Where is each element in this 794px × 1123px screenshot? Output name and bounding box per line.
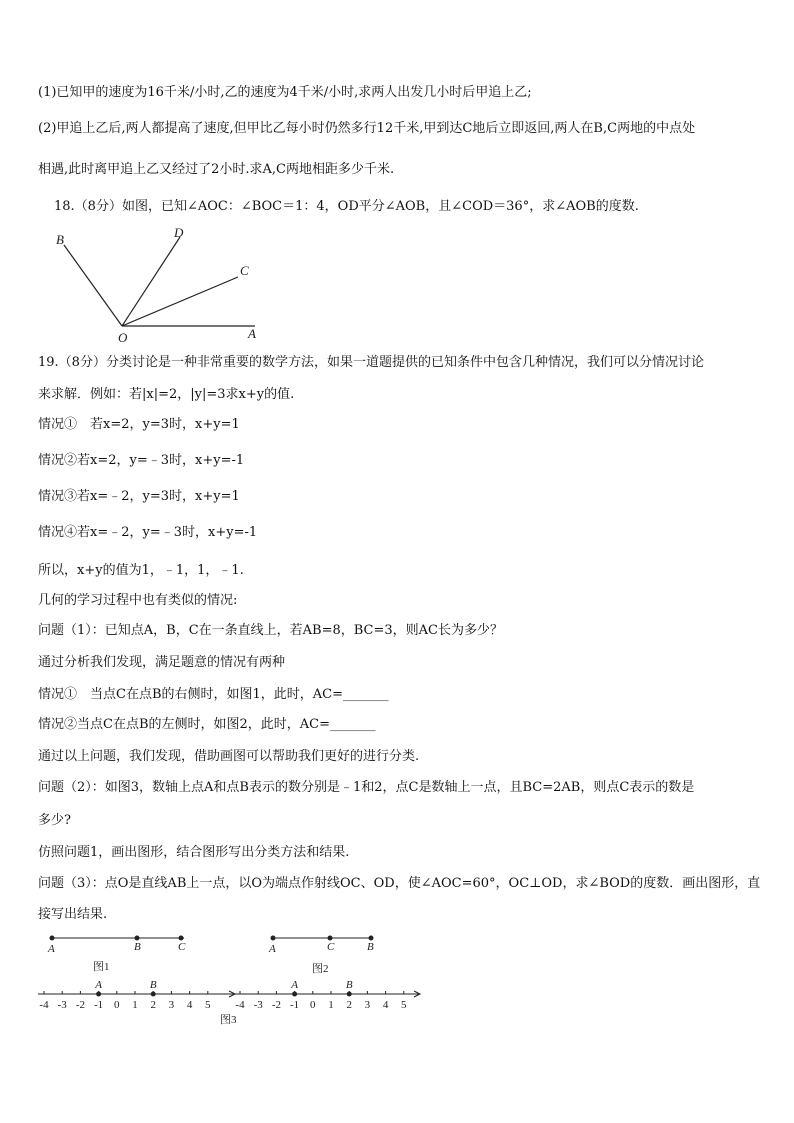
conclusion: 所以，x+y的值为1，﹣1，1，﹣1. bbox=[38, 563, 244, 578]
fig1-point-C: C bbox=[178, 941, 186, 953]
tick-label: 5 bbox=[205, 999, 211, 1011]
tick-label: 4 bbox=[186, 999, 193, 1011]
case-2: 情况②若x=2，y=﹣3时，x+y=-1 bbox=[38, 453, 245, 468]
question-1-case-2: 情况②当点C在点B的左侧时，如图2，此时，AC=_______ bbox=[38, 717, 376, 732]
tick-label: 2 bbox=[150, 999, 156, 1011]
problem-17-part2: (2)甲追上乙后,两人都提高了速度,但甲比乙每小时仍然多行12千米,甲到达C地后立即返回,两人在B,C两地的中点处 bbox=[38, 121, 696, 136]
tick-label: 2 bbox=[346, 999, 352, 1011]
case-3: 情况③若x=﹣2，y=3时，x+y=1 bbox=[38, 489, 240, 504]
marked-point bbox=[96, 992, 101, 997]
label-D: D bbox=[174, 225, 184, 240]
tick-label: -4 bbox=[235, 999, 245, 1011]
label-O: O bbox=[118, 330, 128, 345]
tick-label: -2 bbox=[75, 999, 85, 1011]
label-B: B bbox=[56, 232, 64, 247]
question-1: 问题（1）：已知点A，B，C在一条直线上，若AB=8，BC=3，则AC长为多少？ bbox=[38, 623, 504, 638]
question-1-summary: 通过以上问题，我们发现，借助画图可以帮助我们更好的进行分类. bbox=[38, 749, 420, 764]
fig2-point-B: B bbox=[367, 941, 374, 953]
figures-1-2-3 bbox=[30, 928, 430, 1028]
question-2: 问题（2）：如图3，数轴上点A和点B表示的数分别是﹣1和2，点C是数轴上一点，且BC=2AB，则点C表示的数是 bbox=[38, 780, 695, 795]
marked-point-label: B bbox=[149, 979, 157, 991]
fig1-caption: 图1 bbox=[93, 961, 110, 973]
fig2-point-C: C bbox=[327, 941, 335, 953]
marked-point-label: A bbox=[291, 979, 298, 991]
figure-2 bbox=[268, 936, 374, 976]
fig1-point-B: B bbox=[134, 941, 141, 953]
tick-label: -3 bbox=[253, 999, 263, 1011]
tick-label: 0 bbox=[310, 999, 316, 1011]
label-A: A bbox=[248, 326, 256, 341]
fig1-point-A: A bbox=[48, 943, 55, 955]
tick-label: 3 bbox=[364, 999, 371, 1011]
problem-19-example: 来求解．例如：若|x|=2，|y|=3求x+y的值. bbox=[38, 387, 295, 402]
tick-label: 3 bbox=[168, 999, 175, 1011]
tick-label: 0 bbox=[114, 999, 120, 1011]
question-3: 问题（3）：点O是直线AB上一点，以O为端点作射线OC、OD，使∠AOC=60°，OC⊥OD，求∠BOD的度数．画出图形，直 bbox=[38, 876, 761, 891]
tick-label: -4 bbox=[39, 999, 49, 1011]
label-C: C bbox=[240, 263, 249, 278]
figure-1 bbox=[47, 936, 186, 974]
tick-label: 4 bbox=[382, 999, 389, 1011]
tick-label: 1 bbox=[328, 999, 334, 1011]
tick-label: 1 bbox=[132, 999, 138, 1011]
case-1: 情况① 若x=2，y=3时，x+y=1 bbox=[38, 417, 240, 432]
problem-17-part1: (1)已知甲的速度为16千米/小时,乙的速度为4千米/小时,求两人出发几小时后甲追上乙; bbox=[38, 85, 532, 100]
marked-point-label: B bbox=[345, 979, 353, 991]
tick-label: -1 bbox=[94, 999, 104, 1011]
fig2-point-A: A bbox=[269, 943, 276, 955]
case-4: 情况④若x=﹣2，y=﹣3时，x+y=-1 bbox=[38, 525, 258, 540]
problem-19-intro: 19.（8分）分类讨论是一种非常重要的数学方法，如果一道题提供的已知条件中包含几种情况，我们可以分情况讨论 bbox=[38, 355, 704, 370]
tick-label: -1 bbox=[290, 999, 300, 1011]
tick-label: 5 bbox=[401, 999, 407, 1011]
marked-point bbox=[292, 992, 297, 997]
problem-18: 18.（8分）如图，已知∠AOC：∠BOC＝1：4，OD平分∠AOB，且∠COD＝36°，求∠AOB的度数. bbox=[54, 199, 639, 214]
tick-label: -2 bbox=[271, 999, 281, 1011]
question-1-analysis: 通过分析我们发现，满足题意的情况有两种 bbox=[38, 655, 286, 670]
tick-label: -3 bbox=[57, 999, 67, 1011]
marked-point bbox=[347, 992, 352, 997]
geometry-intro: 几何的学习过程中也有类似的情况: bbox=[38, 593, 238, 608]
fig2-caption: 图2 bbox=[312, 963, 329, 975]
marked-point-label: A bbox=[95, 979, 102, 991]
problem-17-part2-cont: 相遇,此时离甲追上乙又经过了2小时.求A,C两地相距多少千米. bbox=[38, 162, 395, 177]
marked-point bbox=[151, 992, 156, 997]
figure-3-number-lines bbox=[38, 979, 420, 1011]
question-3-cont: 接写出结果. bbox=[38, 907, 108, 922]
figure-18-angle-diagram bbox=[50, 225, 265, 345]
question-2-cont: 多少? bbox=[38, 813, 71, 828]
question-2-instruction: 仿照问题1，画出图形，结合图形写出分类方法和结果. bbox=[38, 845, 350, 860]
fig3-caption: 图3 bbox=[220, 1014, 237, 1026]
question-1-case-1: 情况① 当点C在点B的右侧时，如图1，此时，AC=_______ bbox=[38, 687, 389, 702]
